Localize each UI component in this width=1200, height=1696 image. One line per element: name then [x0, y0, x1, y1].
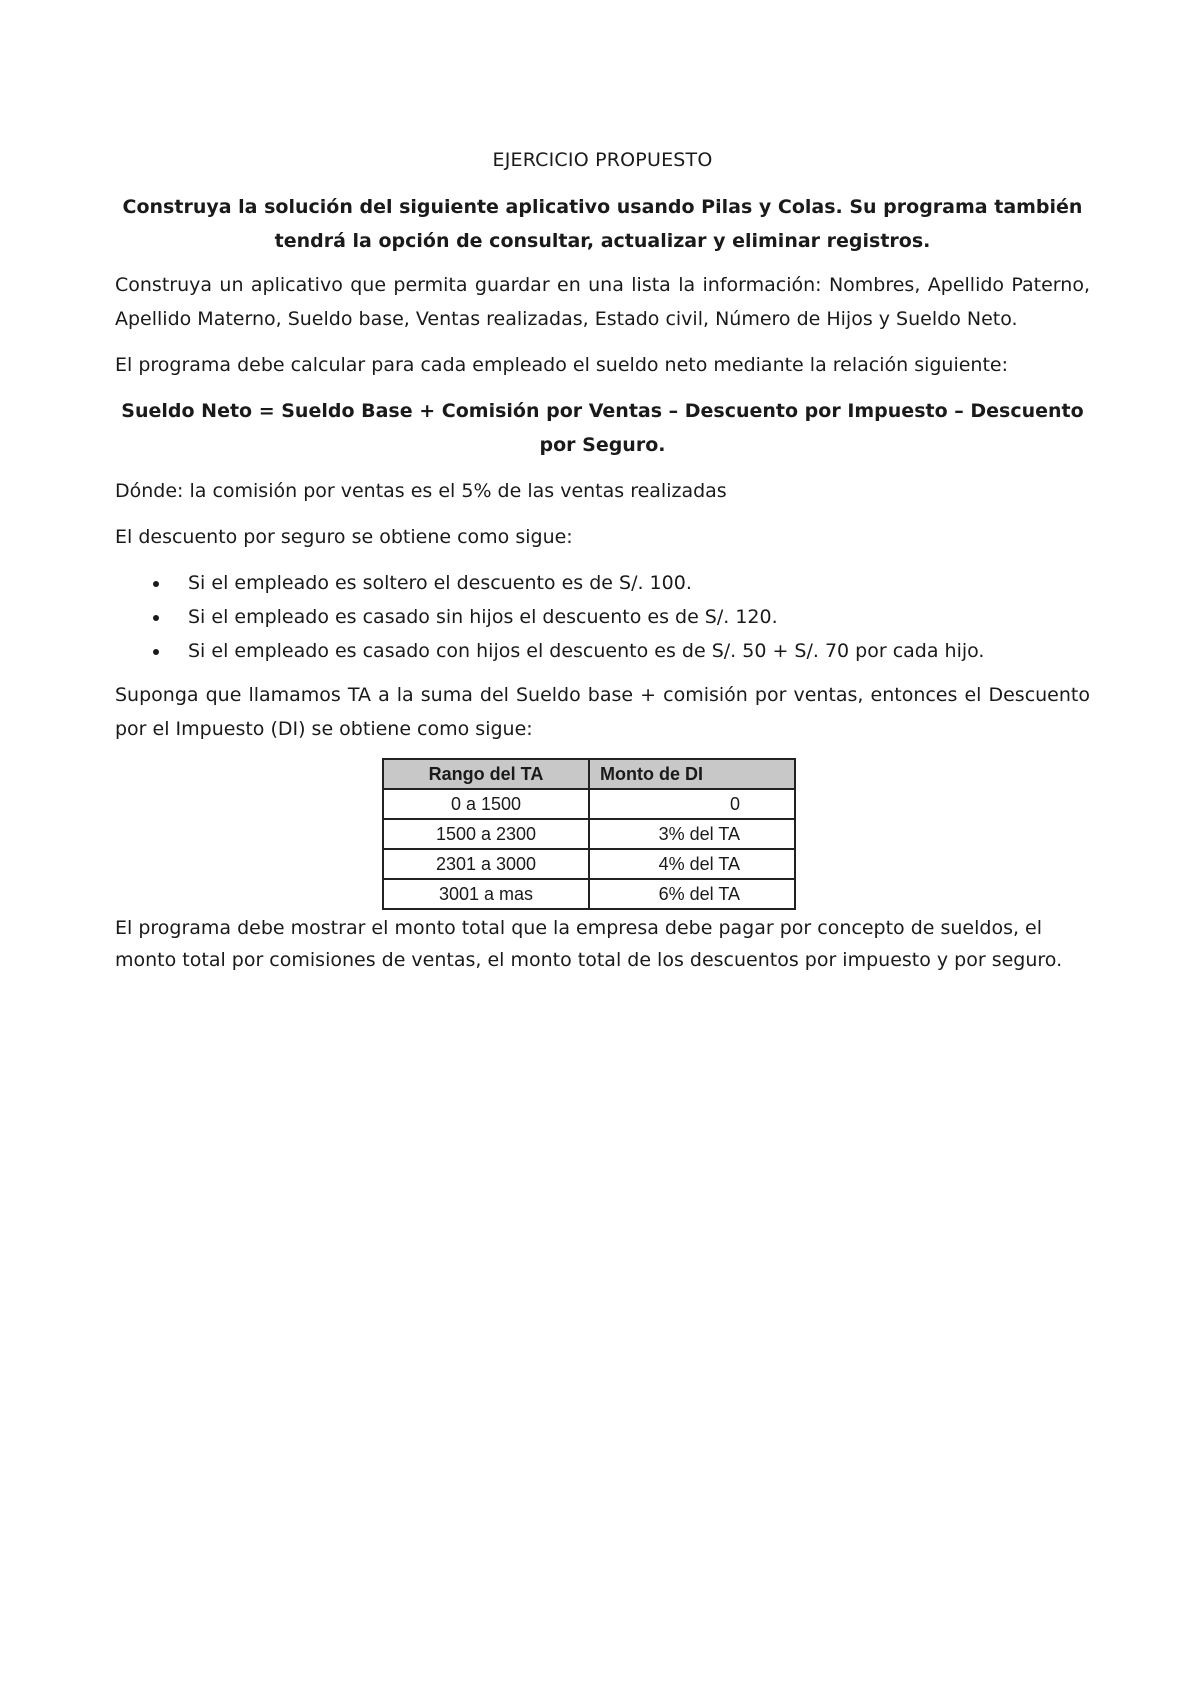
bullet-text: Si el empleado es casado sin hijos el descuento es de S/. 120. [188, 606, 778, 628]
insurance-intro-paragraph: El descuento por seguro se obtiene como sigue: [115, 526, 573, 548]
cell-range: 3001 a mas [383, 879, 589, 909]
bullet-item [115, 634, 1090, 668]
tax-table-wrapper [115, 758, 1090, 910]
bullet-item [115, 600, 1090, 634]
bullet-item [115, 566, 1090, 600]
table-row [383, 789, 795, 819]
ta-intro-paragraph: Suponga que llamamos TA a la suma del Sueldo base + comisión por ventas, entonces el Descuento por el Impuesto (DI) se obtiene como sigue: [115, 684, 1090, 740]
bullet-dot-icon [153, 581, 159, 587]
document-content [115, 146, 1090, 976]
cell-amount: 0 [589, 789, 795, 819]
cell-amount: 6% del TA [589, 879, 795, 909]
cell-range: 0 a 1500 [383, 789, 589, 819]
intro-paragraph: Construya un aplicativo que permita guardar en una lista la información: Nombres, Apellido Paterno, Apellido Materno, Sueldo base, Ventas realizadas, Estado civil, Número de Hijos y Sueldo Neto. [115, 274, 1090, 330]
net-salary-formula: Sueldo Neto = Sueldo Base + Comisión por Ventas – Descuento por Impuesto – Descuento por Seguro. [121, 400, 1084, 456]
cell-range: 1500 a 2300 [383, 819, 589, 849]
calc-intro-paragraph: El programa debe calcular para cada empleado el sueldo neto mediante la relación siguiente: [115, 354, 1009, 376]
bullet-text: Si el empleado es casado con hijos el descuento es de S/. 50 + S/. 70 por cada hijo. [188, 640, 985, 662]
header-amount: Monto de DI [589, 759, 795, 789]
tax-discount-table [382, 758, 796, 910]
table-row [383, 879, 795, 909]
table-row [383, 849, 795, 879]
bullet-dot-icon [153, 615, 159, 621]
document-title: EJERCICIO PROPUESTO [492, 149, 713, 171]
closing-paragraph: El programa debe mostrar el monto total que la empresa debe pagar por concepto de sueldos, el monto total por comisiones de ventas, el monto total de los descuentos por impuesto y por seguro. [115, 917, 1063, 971]
table-header-row [383, 759, 795, 789]
bullet-text: Si el empleado es soltero el descuento es de S/. 100. [188, 572, 692, 594]
document-subtitle: Construya la solución del siguiente aplicativo usando Pilas y Colas. Su programa también tendrá la opción de consultar, actualizar y eliminar registros. [122, 196, 1083, 252]
cell-amount: 4% del TA [589, 849, 795, 879]
cell-amount: 3% del TA [589, 819, 795, 849]
table-row [383, 819, 795, 849]
header-range: Rango del TA [383, 759, 589, 789]
commission-paragraph: Dónde: la comisión por ventas es el 5% de las ventas realizadas [115, 480, 727, 502]
cell-range: 2301 a 3000 [383, 849, 589, 879]
bullet-dot-icon [153, 649, 159, 655]
insurance-bullet-list [115, 566, 1090, 668]
